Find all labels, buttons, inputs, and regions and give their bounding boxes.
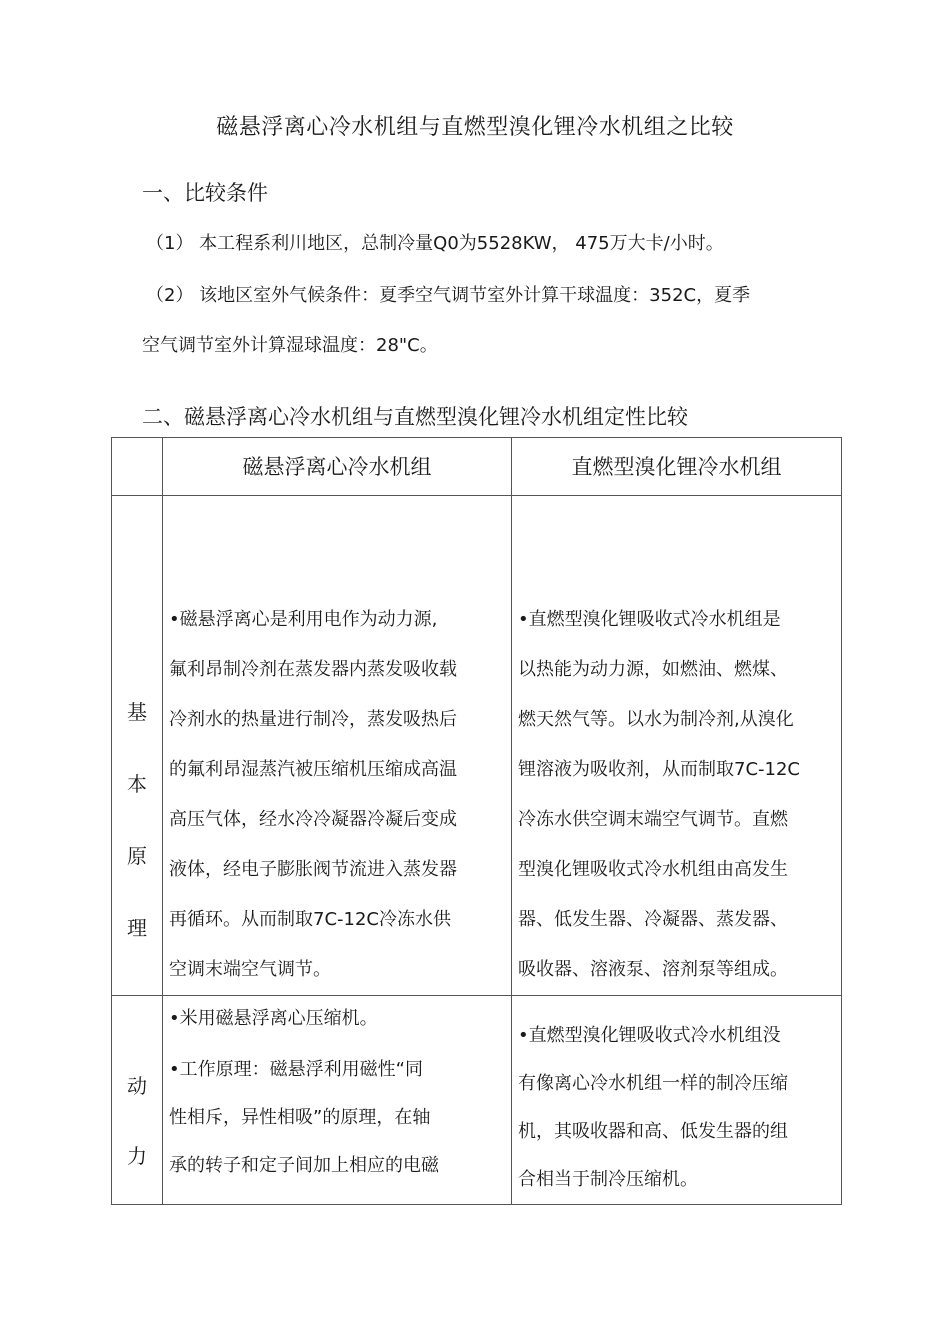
text-line: 高压气体，经水冷冷凝器冷凝后变成 — [169, 809, 457, 830]
text-line: 空调末端空气调节。 — [169, 959, 331, 980]
header-empty-cell — [112, 438, 163, 496]
text-line: 合相当于制冷压缩机。 — [518, 1169, 698, 1190]
text-line: 的氟利昂湿蒸汽被压缩机压缩成高温 — [169, 759, 457, 780]
text-line: 性相斥，异性相吸”的原理，在轴 — [169, 1107, 431, 1128]
section-heading-conditions: 一、比较条件 — [142, 181, 268, 205]
text-line: 再循环。从而制取7C-12C冷冻水供 — [169, 909, 451, 930]
text-line: 承的转子和定子间加上相应的电磁 — [169, 1155, 439, 1176]
text-line: 锂溶液为吸收剂，从而制取7C-12C — [518, 759, 800, 780]
condition-item-1: （1） 本工程系利川地区，总制冷量Q0为5528KW， 475万大卡/小时。 — [146, 233, 724, 254]
power-lithium-bromide-cell — [512, 996, 842, 1205]
text-line: 燃天然气等。以水为制冷剂,从溴化 — [518, 709, 794, 730]
label-char: 动 — [127, 1074, 147, 1098]
condition-item-2-line-1: （2） 该地区室外气候条件：夏季空气调节室外计算干球温度：352C，夏季 — [146, 285, 751, 306]
row-label-principle — [112, 496, 163, 996]
text-line: 冷剂水的热量进行制冷，蒸发吸热后 — [169, 709, 457, 730]
principle-lithium-bromide-cell — [512, 496, 842, 996]
principle-maglev-cell — [163, 496, 512, 996]
text-line: •直燃型溴化锂吸收式冷水机组是 — [518, 609, 781, 630]
row-label-principle-chars — [112, 496, 162, 964]
page-title: 磁悬浮离心冷水机组与直燃型溴化锂冷水机组之比较 — [216, 115, 734, 140]
table-row-power — [112, 996, 842, 1205]
row-label-power-chars — [112, 996, 162, 1191]
text-line: 机，其吸收器和高、低发生器的组 — [518, 1121, 788, 1142]
row-label-power — [112, 996, 163, 1205]
text-line: •直燃型溴化锂吸收式冷水机组没 — [518, 1025, 781, 1046]
table-header-row — [112, 438, 842, 496]
header-maglev-chiller: 磁悬浮离心冷水机组 — [163, 438, 512, 496]
header-lithium-bromide-chiller: 直燃型溴化锂冷水机组 — [512, 438, 842, 496]
text-line: 器、低发生器、冷凝器、蒸发器、 — [518, 909, 788, 930]
comparison-table — [111, 437, 842, 1205]
text-line: 以热能为动力源，如燃油、燃煤、 — [518, 659, 788, 680]
text-line: •磁悬浮离心是利用电作为动力源, — [169, 609, 438, 630]
label-char: 力 — [127, 1144, 147, 1168]
text-line: •米用磁悬浮离心压缩机。 — [169, 1008, 378, 1029]
text-line: 吸收器、溶液泵、溶剂泵等组成。 — [518, 959, 788, 980]
table-row-principle — [112, 496, 842, 996]
text-line: 氟利昂制冷剂在蒸发器内蒸发吸收载 — [169, 659, 457, 680]
text-line: 型溴化锂吸收式冷水机组由高发生 — [518, 859, 788, 880]
section-heading-comparison: 二、磁悬浮离心冷水机组与直燃型溴化锂冷水机组定性比较 — [142, 405, 688, 429]
label-char: 原 — [127, 844, 147, 868]
power-maglev-cell — [163, 996, 512, 1205]
text-line: 液体，经电子膨胀阀节流进入蒸发器 — [169, 859, 457, 880]
condition-item-2-line-2: 空气调节室外计算湿球温度：28"C。 — [142, 335, 438, 356]
text-line: 冷冻水供空调末端空气调节。直燃 — [518, 809, 788, 830]
text-line: •工作原理：磁悬浮利用磁性“同 — [169, 1059, 423, 1080]
label-char: 理 — [127, 916, 147, 940]
label-char: 本 — [127, 772, 147, 796]
label-char: 基 — [127, 700, 147, 724]
text-line: 有像离心冷水机组一样的制冷压缩 — [518, 1073, 788, 1094]
